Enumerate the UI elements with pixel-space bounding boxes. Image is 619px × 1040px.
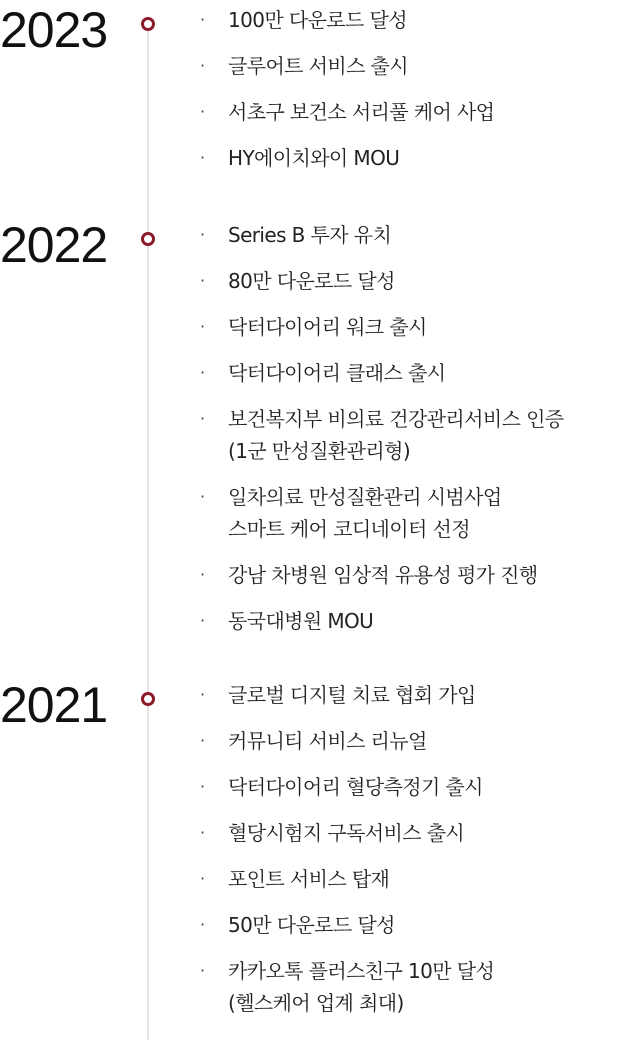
event-item [200, 96, 619, 128]
event-text: 카카오톡 플러스친구 10만 달성 (헬스케어 업계 최대) [228, 959, 495, 1015]
bullet-icon: · [200, 271, 205, 290]
event-text: 강남 차병원 임상적 유용성 평가 진행 [228, 563, 538, 587]
bullet-icon: · [200, 102, 205, 121]
bullet-icon: · [200, 487, 205, 506]
event-text: 80만 다운로드 달성 [228, 269, 395, 293]
event-text: 닥터다이어리 클래스 출시 [228, 361, 446, 385]
event-item [200, 771, 619, 803]
bullet-icon: · [200, 961, 205, 980]
timeline-line [147, 24, 149, 1040]
event-item [200, 725, 619, 757]
event-item [200, 142, 619, 174]
event-item [200, 403, 619, 467]
bullet-icon: · [200, 869, 205, 888]
event-item [200, 219, 619, 251]
event-item [200, 817, 619, 849]
event-text: 닥터다이어리 워크 출시 [228, 315, 427, 339]
event-list [200, 4, 619, 188]
event-item [200, 909, 619, 941]
event-text: HY에이치와이 MOU [228, 146, 400, 170]
bullet-icon: · [200, 56, 205, 75]
bullet-icon: · [200, 148, 205, 167]
bullet-icon: · [200, 363, 205, 382]
event-text: Series B 투자 유치 [228, 223, 392, 247]
event-item [200, 955, 619, 1019]
event-text: 글로벌 디지털 치료 협회 가입 [228, 683, 476, 707]
event-item [200, 863, 619, 895]
timeline-dot-icon [141, 17, 155, 31]
year-label: 2023 [0, 2, 108, 58]
bullet-icon: · [200, 823, 205, 842]
event-item [200, 357, 619, 389]
event-text: 100만 다운로드 달성 [228, 8, 407, 32]
event-item [200, 50, 619, 82]
bullet-icon: · [200, 731, 205, 750]
timeline-dot-icon [141, 232, 155, 246]
event-text: 커뮤니티 서비스 리뉴얼 [228, 729, 427, 753]
event-list [200, 219, 619, 651]
event-item [200, 311, 619, 343]
event-item [200, 605, 619, 637]
event-text: 닥터다이어리 혈당측정기 출시 [228, 775, 483, 799]
event-item [200, 4, 619, 36]
event-list [200, 679, 619, 1033]
event-text: 동국대병원 MOU [228, 609, 374, 633]
event-item [200, 679, 619, 711]
bullet-icon: · [200, 409, 205, 428]
event-text: 50만 다운로드 달성 [228, 913, 395, 937]
bullet-icon: · [200, 317, 205, 336]
event-text: 서초구 보건소 서리풀 케어 사업 [228, 100, 495, 124]
event-text: 일차의료 만성질환관리 시범사업 스마트 케어 코디네이터 선정 [228, 485, 502, 541]
bullet-icon: · [200, 565, 205, 584]
event-item [200, 559, 619, 591]
bullet-icon: · [200, 225, 205, 244]
bullet-icon: · [200, 10, 205, 29]
bullet-icon: · [200, 777, 205, 796]
event-text: 보건복지부 비의료 건강관리서비스 인증 (1군 만성질환관리형) [228, 407, 564, 463]
year-label: 2021 [0, 677, 108, 733]
event-item [200, 265, 619, 297]
event-text: 글루어트 서비스 출시 [228, 54, 408, 78]
bullet-icon: · [200, 611, 205, 630]
event-text: 혈당시험지 구독서비스 출시 [228, 821, 465, 845]
event-item [200, 481, 619, 545]
bullet-icon: · [200, 685, 205, 704]
year-label: 2022 [0, 217, 108, 273]
timeline-dot-icon [141, 692, 155, 706]
event-text: 포인트 서비스 탑재 [228, 867, 390, 891]
bullet-icon: · [200, 915, 205, 934]
